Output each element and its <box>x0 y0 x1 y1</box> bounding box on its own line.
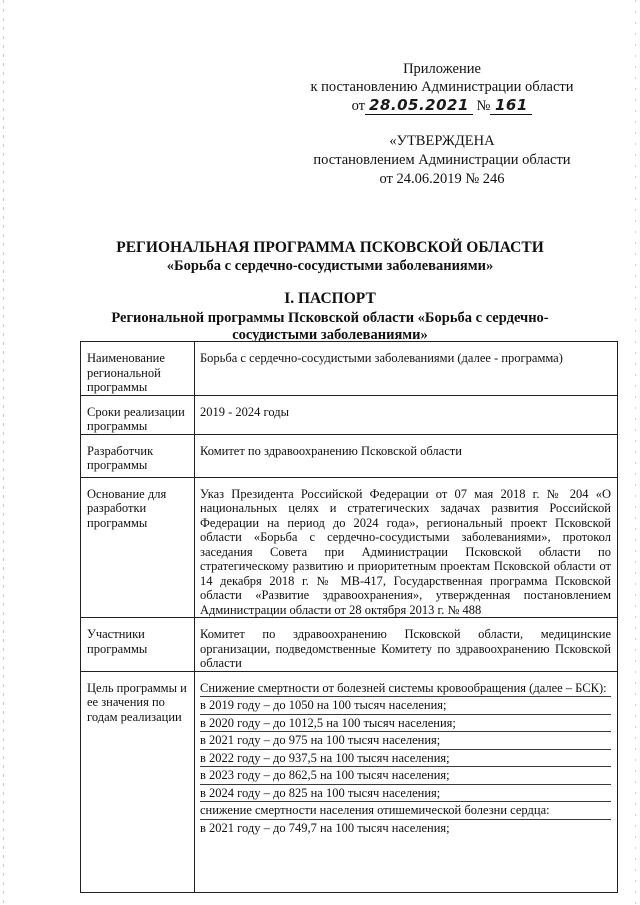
approved-by: постановлением Администрации области <box>313 152 571 168</box>
goal-line: в 2021 году – до 975 на 100 тысяч населения; <box>200 732 611 750</box>
appendix-header <box>292 60 592 115</box>
table-row <box>81 395 618 434</box>
passport-table <box>80 341 618 893</box>
goal-heading: Снижение смертности от болезней системы кровообращения (далее – БСК): <box>200 681 611 698</box>
scan-edge-left <box>3 0 4 905</box>
document-title <box>40 238 620 275</box>
table-row <box>81 618 618 672</box>
row-value: 2019 - 2024 годы <box>200 404 290 419</box>
row-value: Борьба с сердечно-сосудистыми заболеваниями (далее - программа) <box>200 351 563 365</box>
passport-title: I. ПАСПОРТ <box>284 290 376 307</box>
goal-line: снижение смертности населения отишемической болезни сердца: <box>200 802 611 820</box>
handwritten-date: 28.05.2021 <box>365 96 473 115</box>
appendix-reference <box>352 96 533 115</box>
from-label: от <box>351 98 366 114</box>
goal-values <box>195 672 617 837</box>
table-row <box>81 434 618 477</box>
appendix-title: Приложение <box>403 61 481 77</box>
scan-edge-right <box>635 0 636 905</box>
goal-line: в 2023 году – до 862,5 на 100 тысяч населения; <box>200 767 611 785</box>
passport-subtitle: Региональной программы Псковской области «Борьба с сердечно-сосудистыми заболеваниями» <box>111 310 549 343</box>
table-row <box>81 671 618 892</box>
table-row <box>81 477 618 618</box>
goal-line: в 2024 году – до 825 на 100 тысяч населения; <box>200 785 611 803</box>
row-label-cell <box>81 477 195 618</box>
passport-heading <box>80 289 580 344</box>
row-value-cell <box>195 671 618 892</box>
goal-line: в 2021 году – до 749,7 на 100 тысяч населения; <box>200 820 450 835</box>
row-label-cell <box>81 434 195 477</box>
appendix-subtitle: к постановлению Администрации области <box>310 79 574 95</box>
goal-line: в 2022 году – до 937,5 на 100 тысяч населения; <box>200 750 611 768</box>
row-label-cell <box>81 342 195 396</box>
row-value: Комитет по здравоохранению Псковской области <box>200 443 462 458</box>
row-value-cell <box>195 618 618 672</box>
row-label: Основание для разработки программы <box>87 486 167 530</box>
approval-block <box>292 132 592 189</box>
row-value: Комитет по здравоохранению Псковской области, медицинские организации, подведомственные Комитету по здравоохранению Псковской области <box>200 627 611 670</box>
row-label: Цель программы и ее значения по годам реализации <box>87 680 187 724</box>
table-row <box>81 342 618 396</box>
row-label: Наименование региональной программы <box>87 351 165 394</box>
row-value: Указ Президента Российской Федерации от 07 мая 2018 г. № 204 «О национальных целях и стратегических задачах развития Российской Федерации на период до 2024 года», региональный проект Псковской области «Борьба с сердечно-сосудистыми заболеваниями», протокол заседания Совета при Администрации Псковской области по стратегическому развитию и приоритетным проектам Псковской области от 14 декабря 2018 г. № МВ-417, Государственная программа Псковской области «Развитие здравоохранения», утвержденная постановлением Администрации области от 28 октября 2013 г. № 488 <box>200 486 611 617</box>
row-label: Участники программы <box>87 627 148 656</box>
row-label: Сроки реализации программы <box>87 404 185 433</box>
title-line-2: «Борьба с сердечно-сосудистыми заболеваниями» <box>166 258 494 274</box>
title-line-1: РЕГИОНАЛЬНАЯ ПРОГРАММА ПСКОВСКОЙ ОБЛАСТИ <box>116 239 544 256</box>
handwritten-number: 161 <box>490 96 532 115</box>
goal-line: в 2020 году – до 1012,5 на 100 тысяч населения; <box>200 715 611 733</box>
row-label-cell <box>81 618 195 672</box>
number-label: № <box>476 98 491 114</box>
row-label: Разработчик программы <box>87 443 154 472</box>
row-value-cell <box>195 434 618 477</box>
row-value-cell <box>195 342 618 396</box>
row-value-cell <box>195 477 618 618</box>
row-value-cell <box>195 395 618 434</box>
approved-label: «УТВЕРЖДЕНА <box>389 133 495 149</box>
row-label-cell <box>81 395 195 434</box>
goal-line: в 2019 году – до 1050 на 100 тысяч населения; <box>200 697 611 715</box>
row-label-cell <box>81 671 195 892</box>
approved-date: от 24.06.2019 № 246 <box>379 171 505 187</box>
